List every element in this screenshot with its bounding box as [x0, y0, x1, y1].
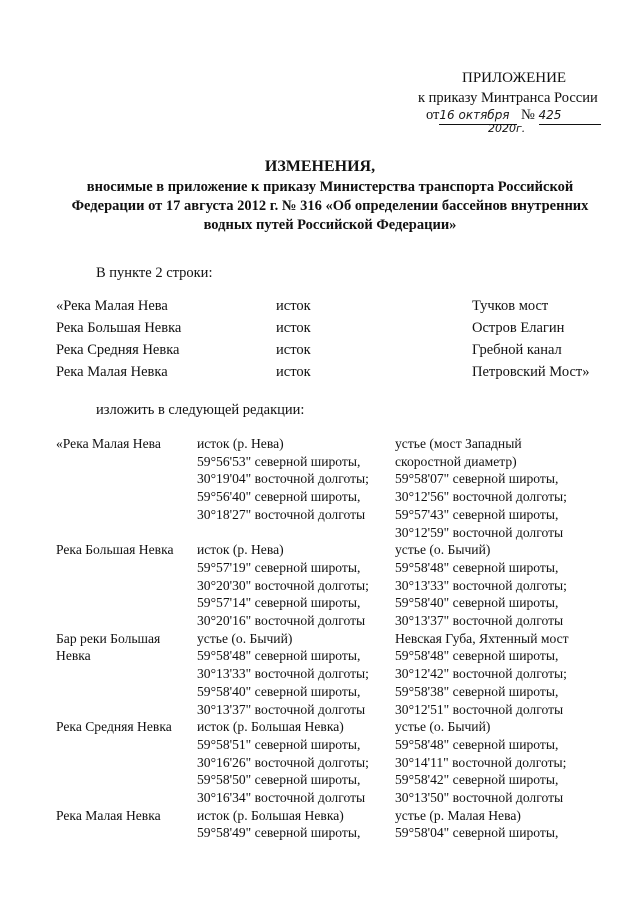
table-row: [0, 320, 640, 340]
outro-text: изложить в следующей редакции:: [96, 402, 305, 418]
appendix-heading: ПРИЛОЖЕНИЕ: [462, 70, 567, 86]
table-cell: 30°13'37" восточной долготы: [197, 701, 366, 717]
table-row: [0, 772, 640, 790]
table-cell: 59°56'53" северной широты,: [197, 453, 361, 469]
table-cell: устье (о. Бычий): [395, 542, 491, 558]
table-cell: 59°58'49" северной широты,: [197, 825, 361, 841]
table-cell: Река Большая Невка: [56, 320, 182, 336]
table-cell: Река Большая Невка: [56, 542, 174, 558]
table-cell: 59°57'43" северной широты,: [395, 506, 559, 522]
table-row: [0, 489, 640, 507]
table-row: [0, 825, 640, 843]
table-cell: 30°14'11" восточной долготы;: [395, 754, 567, 770]
table-row: [0, 595, 640, 613]
table-cell: Река Малая Невка: [56, 364, 168, 380]
table-cell: 59°58'48" северной широты,: [395, 559, 559, 575]
table-cell: «Река Малая Нева: [56, 436, 161, 451]
date-handwritten: 16 октября: [439, 107, 517, 125]
table-cell: устье (о. Бычий): [197, 630, 293, 646]
table-cell: Невка: [56, 648, 91, 664]
table-cell: 59°57'14" северной широты,: [197, 595, 361, 611]
table-cell: 30°19'04" восточной долготы;: [197, 471, 369, 487]
table-cell: 59°58'51" северной широты,: [197, 736, 361, 752]
table-cell: Петровский Мост»: [472, 364, 590, 380]
table-cell: 30°16'34" восточной долготы: [197, 790, 366, 805]
table-row: [0, 560, 640, 578]
table-cell: 30°12'42" восточной долготы;: [395, 666, 567, 682]
table-row: [0, 684, 640, 702]
document-title: ИЗМЕНЕНИЯ,: [264, 158, 376, 175]
table-cell: 30°12'56" восточной долготы;: [395, 489, 567, 505]
table-cell: исток: [276, 320, 311, 336]
table-cell: 59°58'40" северной широты,: [197, 683, 361, 699]
table-row: [0, 808, 640, 826]
date-prefix: от: [426, 107, 440, 123]
table-cell: Гребной канал: [472, 342, 562, 358]
table-cell: Тучков мост: [472, 298, 549, 314]
table-cell: 59°58'48" северной широты,: [197, 648, 361, 664]
table-row: [0, 755, 640, 773]
table-cell: 59°58'07" северной широты,: [395, 471, 559, 487]
table-row: [0, 525, 640, 543]
table-cell: 59°58'40" северной широты,: [395, 595, 559, 611]
table-cell: Остров Елагин: [472, 320, 565, 336]
to-order-line: к приказу Минтранса России: [418, 90, 598, 106]
table-row: [0, 507, 640, 525]
table-row: [0, 666, 640, 684]
table-cell: 30°20'30" восточной долготы;: [197, 577, 369, 593]
table-row: [0, 648, 640, 666]
document-subtitle: вносимые в приложение к приказу Министерства транспорта Российской Федерации от 17 августа 2012 г. № 316 «Об определении бассейнов внутренних водных путей Российской Федерации»: [71, 179, 589, 233]
table-cell: Невская Губа, Яхтенный мост: [395, 630, 569, 646]
table-cell: 59°58'38" северной широты,: [395, 683, 559, 699]
table-row: [0, 298, 640, 318]
table-row: [0, 454, 640, 472]
table-row: [0, 719, 640, 737]
table-row: [0, 542, 640, 560]
table-row: [0, 342, 640, 362]
table-cell: 30°20'16" восточной долготы: [197, 613, 366, 628]
table-row: [0, 737, 640, 755]
table-cell: 59°57'19" северной широты,: [197, 559, 361, 575]
table-row: [0, 471, 640, 489]
table-row: [0, 790, 640, 808]
table-cell: устье (р. Малая Нева): [395, 807, 521, 823]
table-cell: исток (р. Большая Невка): [197, 807, 344, 823]
table-cell: Река Средняя Невка: [56, 719, 172, 735]
table-cell: 30°12'59" восточной долготы: [395, 524, 564, 540]
table-cell: устье (мост Западный: [395, 436, 522, 451]
table-row: [0, 436, 640, 454]
table-cell: 59°58'50" северной широты,: [197, 772, 361, 788]
table-row: [0, 613, 640, 631]
table-cell: Река Средняя Невка: [56, 342, 180, 358]
table-cell: 59°58'42" северной широты,: [395, 772, 559, 788]
table-row: [0, 364, 640, 384]
table-cell: скоростной диаметр): [395, 453, 517, 469]
table-row: [0, 578, 640, 596]
table-cell: Река Малая Невка: [56, 807, 161, 823]
table-cell: 59°58'48" северной широты,: [395, 648, 559, 664]
number-handwritten: 425: [539, 107, 601, 125]
table-cell: 59°58'48" северной широты,: [395, 736, 559, 752]
table-cell: Бар реки Большая: [56, 630, 161, 646]
table-cell: 59°58'04" северной широты,: [395, 825, 559, 841]
table-cell: 30°13'50" восточной долготы: [395, 790, 564, 805]
table-cell: 30°12'51" восточной долготы: [395, 701, 564, 717]
table-cell: 30°16'26" восточной долготы;: [197, 754, 369, 770]
year-handwritten: 2020г.: [488, 122, 526, 135]
table-cell: 30°13'33" восточной долготы;: [395, 577, 567, 593]
table-cell: 30°18'27" восточной долготы: [197, 506, 366, 522]
table-cell: 30°13'33" восточной долготы;: [197, 666, 369, 682]
table-row: [0, 631, 640, 649]
table-cell: исток: [276, 342, 311, 358]
table-row: [0, 702, 640, 720]
intro-text: В пункте 2 строки:: [96, 265, 213, 281]
table-cell: «Река Малая Нева: [56, 298, 168, 314]
table-cell: исток (р. Большая Невка): [197, 719, 344, 735]
table-cell: 30°13'37" восточной долготы: [395, 613, 564, 628]
number-prefix: №: [521, 107, 535, 123]
table-cell: устье (о. Бычий): [395, 719, 491, 735]
table-cell: исток: [276, 298, 311, 314]
table-cell: 59°56'40" северной широты,: [197, 489, 361, 505]
table-cell: исток: [276, 364, 311, 380]
table-cell: исток (р. Нева): [197, 542, 284, 558]
table-cell: исток (р. Нева): [197, 436, 284, 451]
